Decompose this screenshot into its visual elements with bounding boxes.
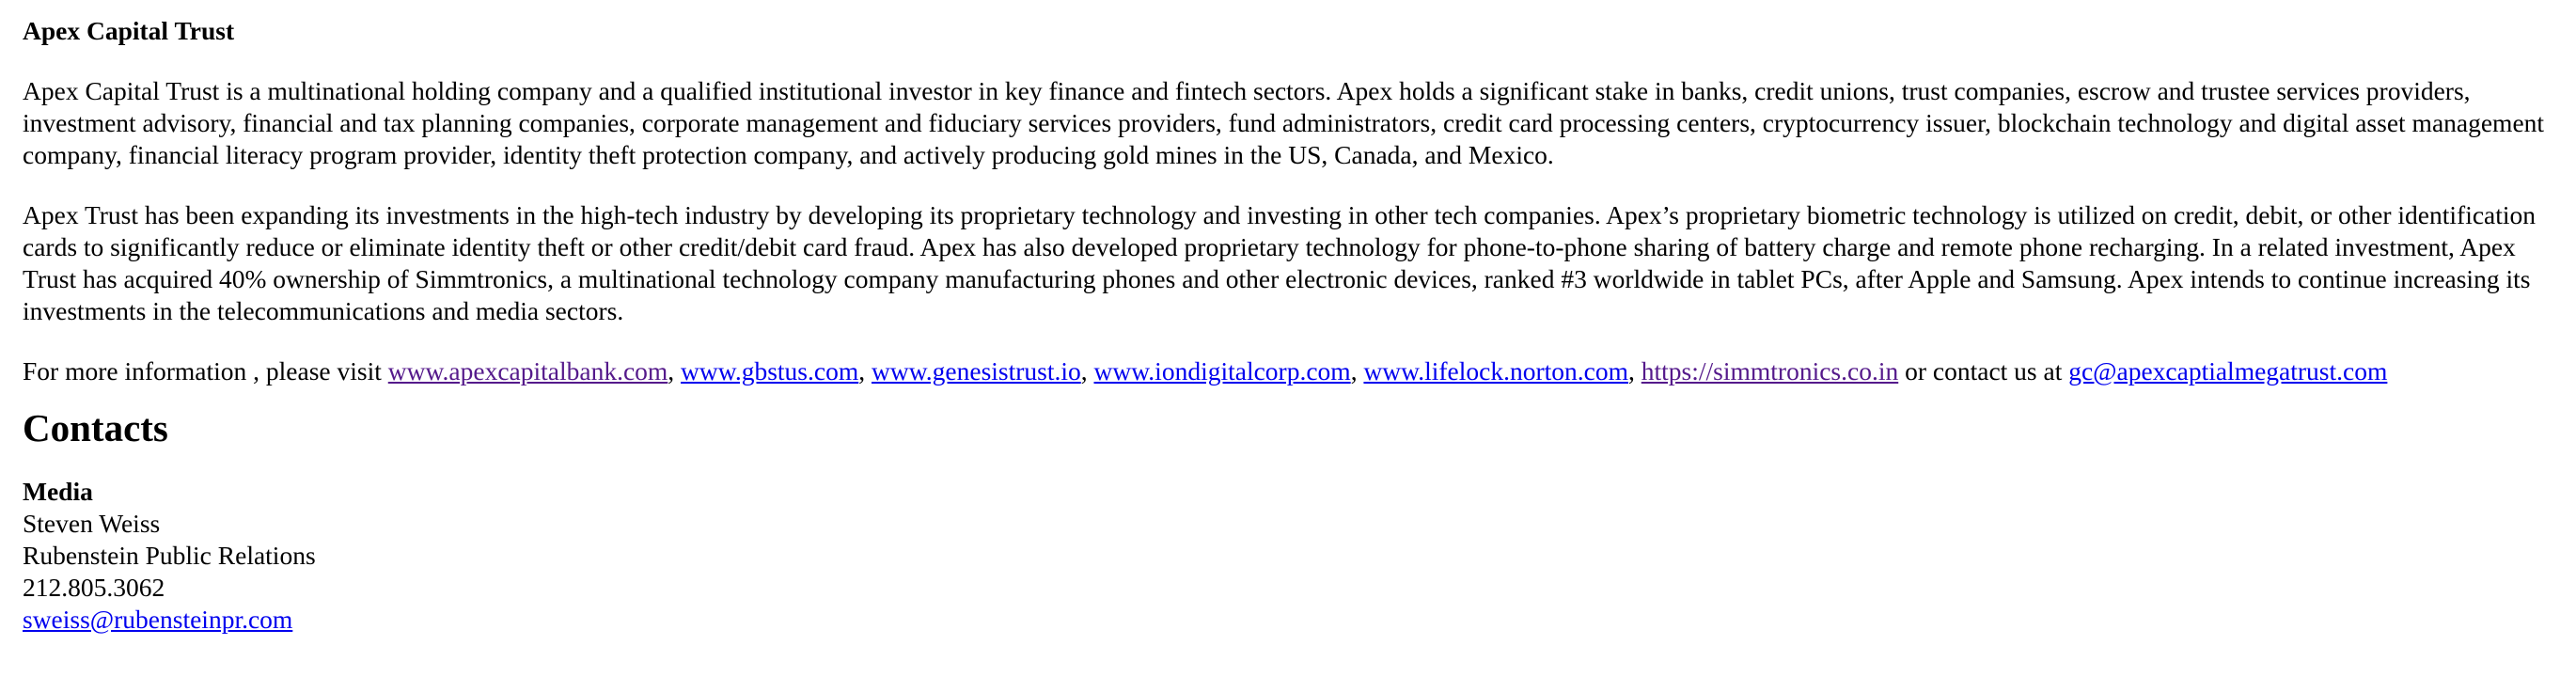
contact-organization: Rubenstein Public Relations <box>23 541 316 570</box>
link-apexcapitalbank[interactable]: www.apexcapitalbank.com <box>387 356 668 386</box>
contact-us-text: or contact us at <box>1898 356 2069 386</box>
company-title: Apex Capital Trust <box>23 16 235 45</box>
link-separator: , <box>1350 356 1364 386</box>
link-iondigitalcorp[interactable]: www.iondigitalcorp.com <box>1093 356 1351 386</box>
about-paragraph: Apex Capital Trust is a multinational holding company and a qualified institutional investor in key finance and fintech sectors. Apex holds a significant stake in banks, credit unions, trust companies, escrow and trustee services providers, investment advisory, financial and tax planning companies, corporate management and fiduciary services providers, fund administrators, credit card processing centers, cryptocurrency issuer, blockchain technology and digital asset management company, financial literacy program provider, identity theft protection company, and actively producing gold mines in the US, Canada, and Mexico. <box>23 76 2545 169</box>
investment-paragraph: Apex Trust has been expanding its investments in the high-tech industry by developing its proprietary technology and investing in other tech companies. Apex’s proprietary biometric technology is utilized on credit, debit, or other identification cards to significantly reduce or eliminate identity theft or other credit/debit card fraud. Apex has also developed proprietary technology for phone-to-phone sharing of battery charge and remote phone recharging. In a related investment, Apex Trust has acquired 40% ownership of Simmtronics, a multinational technology company manufacturing phones and other electronic devices, ranked #3 worldwide in tablet PCs, after Apple and Samsung. Apex intends to continue increasing its investments in the telecommunications and media sectors. <box>23 200 2537 325</box>
link-lifelock-norton[interactable]: www.lifelock.norton.com <box>1363 356 1628 386</box>
link-simmtronics[interactable]: https://simmtronics.co.in <box>1641 356 1899 386</box>
link-separator: , <box>1628 356 1641 386</box>
link-gc-email[interactable]: gc@apexcaptialmegatrust.com <box>2068 356 2388 386</box>
more-info-paragraph <box>23 355 2553 387</box>
link-separator: , <box>858 356 872 386</box>
link-separator: , <box>668 356 682 386</box>
contact-name: Steven Weiss <box>23 509 161 538</box>
contacts-heading: Contacts <box>23 406 168 449</box>
media-heading: Media <box>23 477 93 506</box>
link-genesistrust[interactable]: www.genesistrust.io <box>871 356 1081 386</box>
media-contact-block <box>23 476 2553 636</box>
link-gbstus[interactable]: www.gbstus.com <box>681 356 859 386</box>
more-info-lead: For more information , please visit <box>23 356 388 386</box>
contact-phone: 212.805.3062 <box>23 573 165 602</box>
link-separator: , <box>1080 356 1094 386</box>
contact-email-link[interactable]: sweiss@rubensteinpr.com <box>23 605 293 634</box>
